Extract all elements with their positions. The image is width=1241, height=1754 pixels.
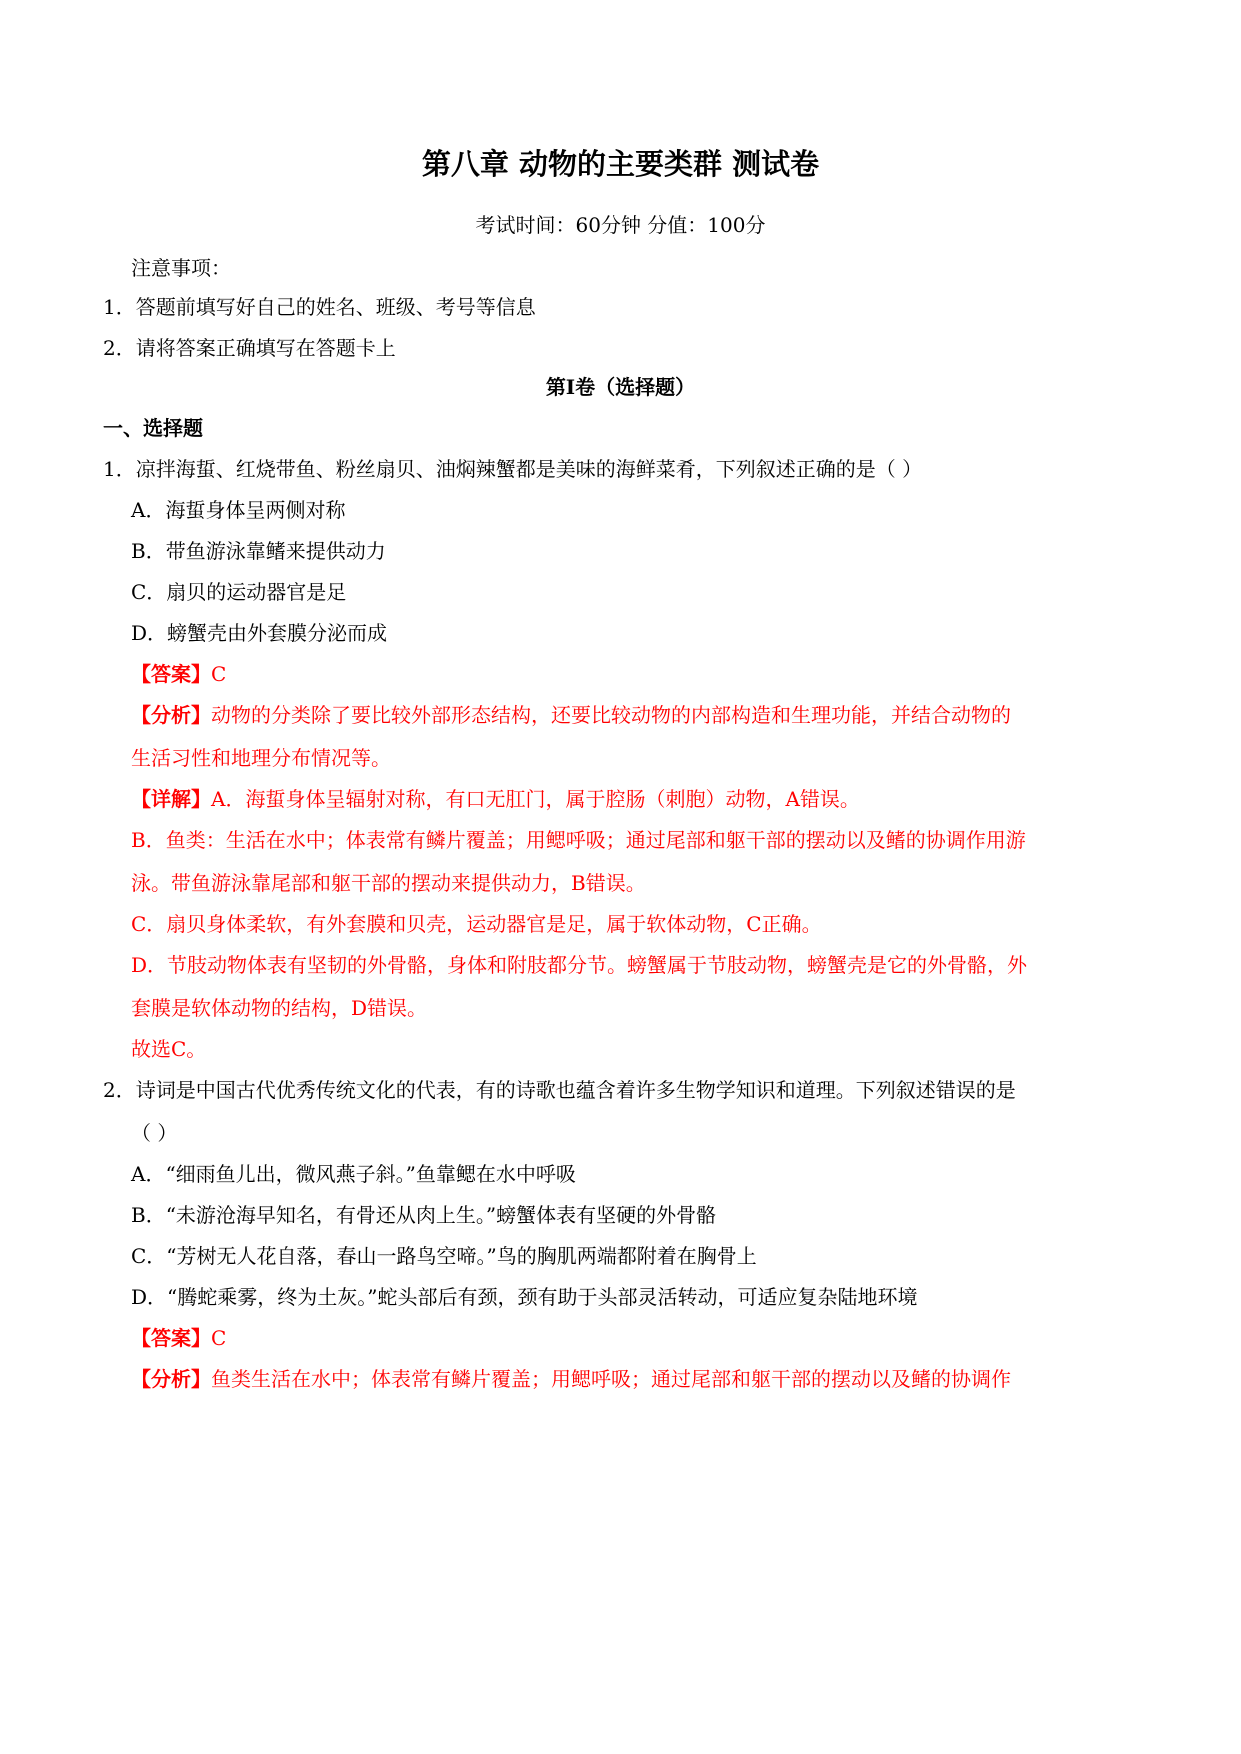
answer-line [131,661,226,687]
option-c: C．扇贝的运动器官是足 [131,580,347,604]
section-title: 一、选择题 [103,416,203,440]
notice-item: 1．答题前填写好自己的姓名、班级、考号等信息 [103,295,536,319]
answer-value: C [211,662,227,686]
page-title: 第八章 动物的主要类群 测试卷 [421,147,820,181]
analysis-label: 【分析】 [131,1367,211,1391]
question-stem: （ ） [131,1121,178,1145]
detail-text: D．节肢动物体表有坚韧的外骨骼，身体和附肢都分节。螃蟹属于节肢动物，螃蟹壳是它的外骨骼，外 [131,953,1028,977]
option-b: B．“未游沧海早知名，有骨还从肉上生。”螃蟹体表有坚硬的外骨骼 [131,1203,717,1227]
answer-value: C [211,1326,227,1350]
volume-title: 第Ⅰ卷（选择题） [545,375,696,399]
detail-text: C．扇贝身体柔软，有外套膜和贝壳，运动器官是足，属于软体动物，C正确。 [131,912,822,936]
detail-text: B．鱼类：生活在水中；体表常有鳞片覆盖；用鳃呼吸；通过尾部和躯干部的摆动以及鳍的协调作用游 [131,828,1026,852]
analysis-text: 生活习性和地理分布情况等。 [131,746,391,770]
analysis-text: 动物的分类除了要比较外部形态结构，还要比较动物的内部构造和生理功能，并结合动物的 [211,703,1011,727]
option-d: D．螃蟹壳由外套膜分泌而成 [131,621,388,645]
option-a: A．“细雨鱼儿出，微风燕子斜。”鱼靠鳃在水中呼吸 [131,1162,576,1186]
answer-label: 【答案】 [131,662,211,686]
exam-info: 考试时间：60分钟 分值：100分 [475,213,766,237]
notice-heading: 注意事项： [131,256,231,280]
analysis-text: 鱼类生活在水中；体表常有鳞片覆盖；用鳃呼吸；通过尾部和躯干部的摆动以及鳍的协调作 [211,1367,1011,1391]
option-b: B．带鱼游泳靠鳍来提供动力 [131,539,386,563]
analysis-line [131,1366,1011,1392]
notice-item: 2．请将答案正确填写在答题卡上 [103,336,396,360]
option-a: A．海蜇身体呈两侧对称 [131,498,346,522]
detail-text: A．海蜇身体呈辐射对称，有口无肛门，属于腔肠（刺胞）动物，A错误。 [211,787,860,811]
analysis-label: 【分析】 [131,703,211,727]
analysis-line [131,702,1011,728]
detail-line [131,786,860,812]
detail-text: 泳。带鱼游泳靠尾部和躯干部的摆动来提供动力，B错误。 [131,871,646,895]
conclusion: 故选C。 [131,1037,207,1061]
answer-line [131,1325,226,1351]
question-stem: 2．诗词是中国古代优秀传统文化的代表，有的诗歌也蕴含着许多生物学知识和道理。下列叙述错误的是 [103,1078,1016,1102]
option-d: D．“腾蛇乘雾，终为土灰。”蛇头部后有颈，颈有助于头部灵活转动，可适应复杂陆地环境 [131,1285,918,1309]
detail-text: 套膜是软体动物的结构，D错误。 [131,996,428,1020]
question-stem: 1．凉拌海蜇、红烧带鱼、粉丝扇贝、油焖辣蟹都是美味的海鲜菜肴，下列叙述正确的是（ ） [103,457,923,481]
detail-label: 【详解】 [131,787,211,811]
option-c: C．“芳树无人花自落，春山一路鸟空啼。”鸟的胸肌两端都附着在胸骨上 [131,1244,757,1268]
answer-label: 【答案】 [131,1326,211,1350]
